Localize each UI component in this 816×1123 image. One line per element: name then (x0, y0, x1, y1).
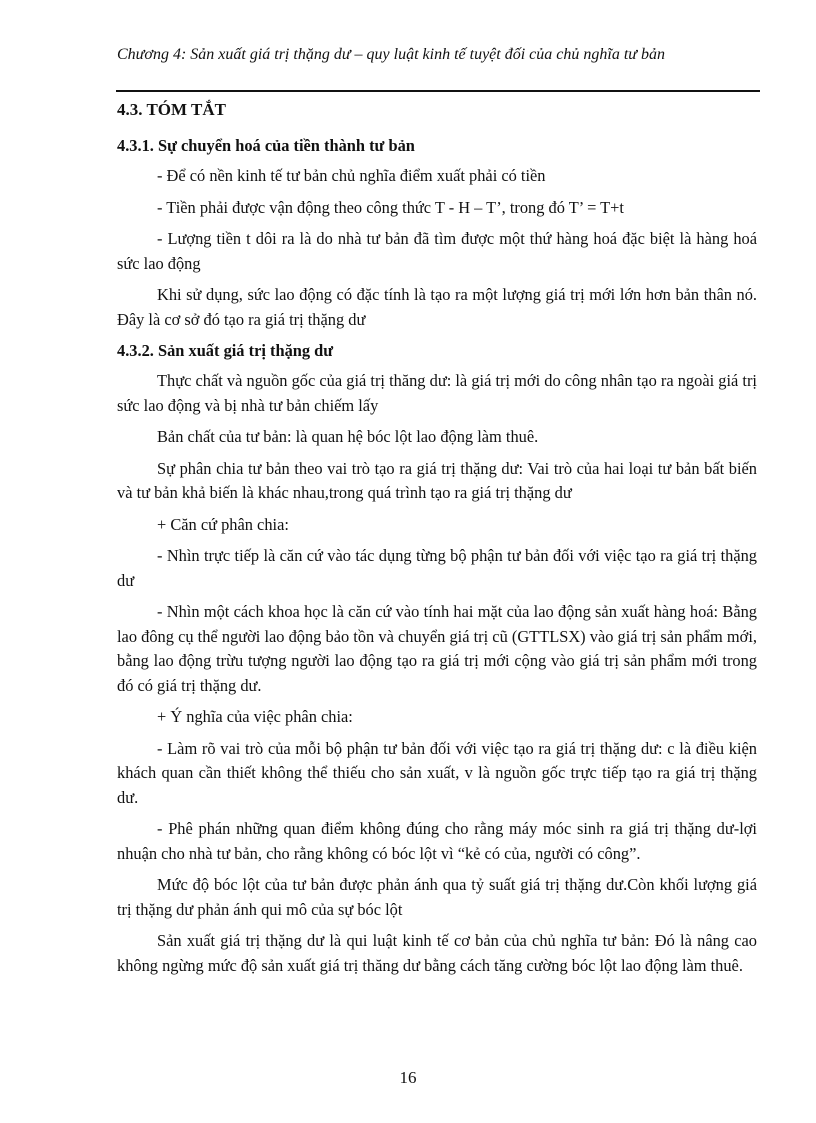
paragraph: - Nhìn một cách khoa học là căn cứ vào tính hai mặt của lao động sản xuất hàng hoá: Bằng lao đông cụ thể người lao động bảo tồn và chuyển giá trị cũ (GTTLSX) vào giá trị sản phẩm mới, bằng lao động trừu tượng người lao động tạo ra giá trị mới cộng vào giá trị sản phẩm mới trong đó có giá trị thặng dư. (117, 602, 757, 695)
paragraph: Sự phân chia tư bản theo vai trò tạo ra giá trị thặng dư: Vai trò của hai loại tư bản bất biến và tư bản khả biến là khác nhau,trong quá trình tạo ra giá trị thặng dư (117, 458, 757, 502)
section-heading: 4.3. TÓM TẮT (117, 100, 226, 119)
paragraph: Mức độ bóc lột của tư bản được phản ánh qua tỷ suất giá trị thặng dư.Còn khối lượng giá trị thặng dư phản ánh qui mô của sự bóc lột (117, 875, 757, 919)
paragraph: Thực chất và nguồn gốc của giá trị thăng dư: là giá trị mới do công nhân tạo ra ngoài giá trị sức lao động và bị nhà tư bản chiếm lấy (117, 371, 757, 415)
subsection-heading-1: 4.3.1. Sự chuyển hoá của tiền thành tư bản (117, 136, 415, 155)
paragraph: - Nhìn trực tiếp là căn cứ vào tác dụng từng bộ phận tư bản đối với việc tạo ra giá trị thặng dư (117, 546, 757, 590)
paragraph: - Lượng tiền t dôi ra là do nhà tư bản đã tìm được một thứ hàng hoá đặc biệt là hàng hoá sức lao động (117, 229, 757, 273)
paragraph: Sản xuất giá trị thặng dư là qui luật kinh tế cơ bản của chủ nghĩa tư bản: Đó là nâng cao không ngừng mức độ sản xuất giá trị thăng dư bằng cách tăng cường bóc lột lao động làm thuê. (117, 931, 757, 975)
paragraph: + Căn cứ phân chia: (157, 514, 289, 534)
paragraph: - Để có nền kinh tế tư bản chủ nghĩa điểm xuất phải có tiền (157, 166, 546, 185)
paragraph: + Ý nghĩa của việc phân chia: (157, 707, 353, 726)
page-number: 16 (399, 1068, 417, 1087)
paragraph: - Làm rõ vai trò của mỗi bộ phận tư bản đối với việc tạo ra giá trị thặng dư: c là điều kiện khách quan cần thiết không thể thiếu cho sản xuất, v là nguồn gốc trực tiếp tạo ra giá trị thặng dư. (117, 738, 757, 807)
page-body (117, 92, 757, 985)
paragraph: Khi sử dụng, sức lao động có đặc tính là tạo ra một lượng giá trị mới lớn hơn bản thân nó. Đây là cơ sở đó tạo ra giá trị thặng dư (117, 285, 757, 329)
paragraph: - Tiền phải được vận động theo công thức T - H – T’, trong đó T’ = T+t (157, 197, 624, 217)
paragraph: Bản chất của tư bản: là quan hệ bóc lột lao động làm thuê. (157, 427, 539, 446)
paragraph: - Phê phán những quan điểm không đúng cho rằng máy móc sinh ra giá trị thặng dư-lợi nhuận cho nhà tư bản, cho rằng không có bóc lột vì “kẻ có của, người có công”. (117, 819, 757, 863)
subsection-heading-2: 4.3.2. Sản xuất giá trị thặng dư (117, 341, 334, 360)
running-header: Chương 4: Sản xuất giá trị thặng dư – quy luật kinh tế tuyệt đối của chủ nghĩa tư bản (117, 46, 665, 63)
